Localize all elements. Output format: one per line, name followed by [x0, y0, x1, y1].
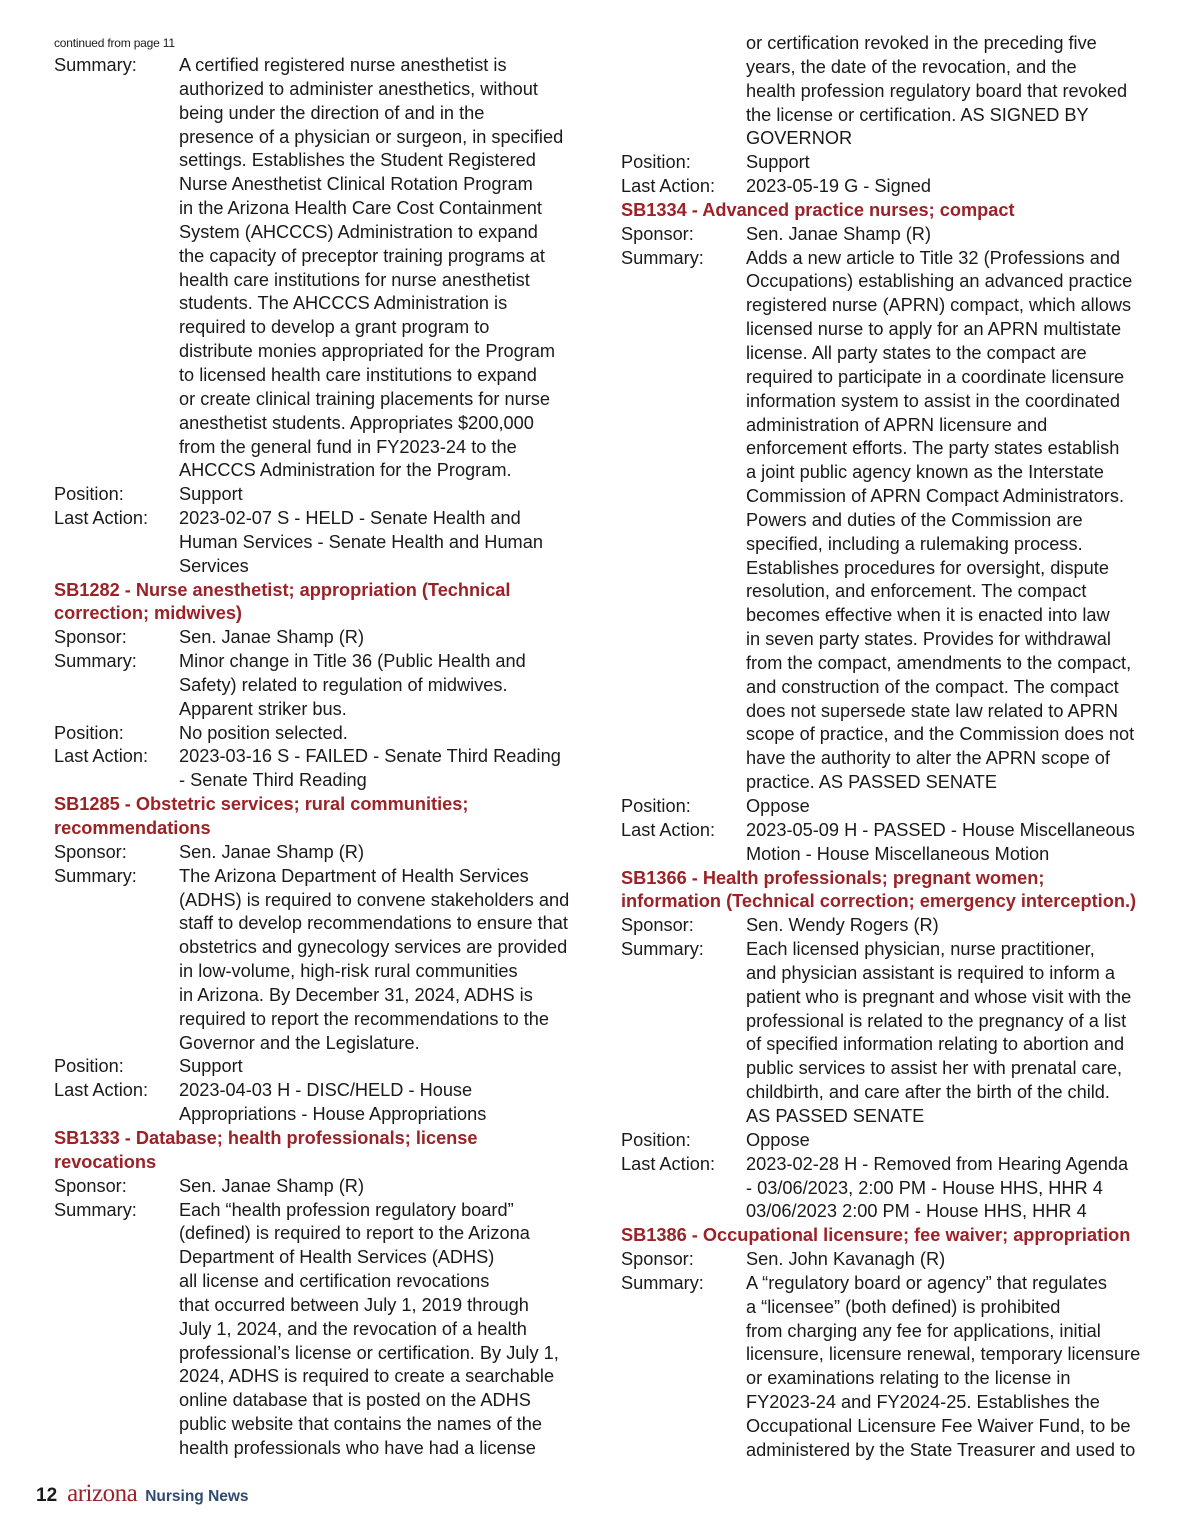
text-line: Adds a new article to Title 32 (Professions and	[746, 247, 1121, 268]
sponsor-label: Sponsor:	[621, 1249, 694, 1270]
text-line: and physician assistant is required to inform a	[746, 962, 1115, 983]
text-line: Services	[179, 555, 249, 576]
summary-row	[621, 938, 1169, 1129]
text-line: or create clinical training placements for nurse	[179, 388, 550, 409]
summary-label: Summary:	[54, 865, 137, 886]
text-line: A certified registered nurse anesthetist is	[179, 55, 507, 75]
text-line: specified, including a rulemaking process.	[746, 533, 1083, 554]
position-label: Position:	[54, 484, 124, 505]
summary-label: Summary:	[621, 1272, 704, 1293]
text-line: correction; midwives)	[54, 603, 242, 624]
text-line: information system to assist in the coordinated	[746, 390, 1121, 411]
sponsor-row	[54, 626, 600, 650]
position-row	[54, 1055, 600, 1079]
text-line: Motion - House Miscellaneous Motion	[746, 843, 1050, 864]
text-line: to licensed health care institutions to expand	[179, 364, 537, 385]
bill-title	[621, 199, 1169, 223]
page-footer	[36, 1480, 249, 1508]
summary-row	[54, 650, 600, 722]
bill-entry-sb1334	[621, 199, 1169, 867]
position-label: Position:	[621, 152, 691, 173]
text-line: Safety) related to regulation of midwives.	[179, 674, 508, 695]
page-number: 12	[36, 1485, 58, 1506]
text-line: SB1334 - Advanced practice nurses; compact	[621, 199, 1015, 220]
position-value: Oppose	[746, 1129, 810, 1150]
text-line: the license or certification. AS SIGNED BY	[746, 104, 1089, 125]
text-line: license. All party states to the compact are	[746, 342, 1087, 363]
text-line: 2024, ADHS is required to create a searchable	[179, 1366, 555, 1387]
sponsor-label: Sponsor:	[621, 223, 694, 244]
last-action-text	[746, 1153, 1169, 1225]
last-action-label: Last Action:	[621, 176, 716, 197]
last-action-text	[179, 507, 600, 579]
summary-text	[179, 865, 600, 1056]
position-row	[621, 795, 1169, 819]
sponsor-row	[54, 841, 600, 865]
bill-entry-sb1386	[621, 1224, 1169, 1462]
text-line: or examinations relating to the license in	[746, 1368, 1071, 1389]
text-line: a “licensee” (both defined) is prohibited	[746, 1296, 1061, 1317]
text-line: enforcement efforts. The party states establish	[746, 438, 1120, 459]
summary-label: Summary:	[54, 55, 137, 75]
summary-row	[54, 54, 600, 483]
sponsor-value: Sen. Wendy Rogers (R)	[746, 915, 939, 936]
text-line: required to report the recommendations to the	[179, 1008, 550, 1029]
text-line: SB1285 - Obstetric services; rural communities;	[54, 794, 469, 815]
last-action-label: Last Action:	[54, 508, 149, 529]
text-line: distribute monies appropriated for the Program	[179, 341, 556, 362]
summary-text	[746, 247, 1169, 795]
text-line: authorized to administer anesthetics, without	[179, 78, 538, 99]
text-line: - 03/06/2023, 2:00 PM - House HHS, HHR 4	[746, 1177, 1103, 1198]
text-line: 2023-05-09 H - PASSED - House Miscellaneous	[746, 819, 1135, 840]
text-line: information (Technical correction; emergency interception.)	[621, 891, 1137, 912]
summary-text	[746, 1272, 1169, 1463]
position-value: Support	[179, 1056, 243, 1077]
last-action-label: Last Action:	[621, 819, 716, 840]
text-line: Powers and duties of the Commission are	[746, 509, 1083, 530]
sponsor-value: Sen. Janae Shamp (R)	[746, 223, 932, 244]
text-line: (defined) is required to report to the Arizona	[179, 1223, 530, 1244]
last-action-label: Last Action:	[621, 1153, 716, 1174]
sponsor-row	[621, 914, 1169, 938]
sponsor-label: Sponsor:	[54, 627, 127, 648]
text-line: Department of Health Services (ADHS)	[179, 1247, 495, 1268]
text-line: staff to develop recommendations to ensure that	[179, 913, 568, 934]
text-line: revocations	[54, 1151, 157, 1172]
text-line: the capacity of preceptor training programs at	[179, 245, 545, 266]
text-line: AHCCCS Administration for the Program.	[179, 460, 512, 481]
summary-label: Summary:	[54, 1199, 137, 1220]
position-value: Support	[746, 152, 810, 173]
position-label: Position:	[54, 1056, 124, 1077]
position-row	[54, 483, 600, 507]
last-action-text	[179, 1079, 600, 1127]
summary-text	[179, 650, 600, 722]
summary-text	[746, 32, 1169, 151]
sponsor-row	[621, 223, 1169, 247]
text-line: obstetrics and gynecology services are provided	[179, 937, 568, 958]
text-line: Establishes procedures for oversight, dispute	[746, 557, 1109, 578]
bill-entry-sb1282	[54, 579, 600, 794]
sponsor-label: Sponsor:	[621, 915, 694, 936]
text-line: required to participate in a coordinate licensure	[746, 366, 1125, 387]
text-line: July 1, 2024, and the revocation of a health	[179, 1318, 527, 1339]
text-line: 2023-05-19 G - Signed	[746, 176, 932, 197]
summary-row	[621, 247, 1169, 795]
text-line: licensed nurse to apply for an APRN multistate	[746, 319, 1122, 340]
brand-logo-text: arizona	[67, 1480, 138, 1507]
position-row	[54, 722, 600, 746]
text-line: and construction of the compact. The compact	[746, 676, 1119, 697]
text-line: Commission of APRN Compact Administrators.	[746, 486, 1125, 507]
position-value: Support	[179, 484, 243, 505]
text-line: System (AHCCCS) Administration to expand	[179, 221, 538, 242]
text-line: 03/06/2023 2:00 PM - House HHS, HHR 4	[746, 1201, 1087, 1222]
text-line: GOVERNOR	[746, 128, 853, 149]
text-line: health profession regulatory board that revoked	[746, 80, 1128, 101]
bill-entry-sb1285	[54, 793, 600, 1127]
bill-title	[54, 793, 600, 841]
summary-row	[54, 1199, 600, 1461]
summary-text	[179, 54, 600, 483]
text-line: a joint public agency known as the Interstate	[746, 462, 1104, 483]
text-line: professional’s license or certification. By July 1,	[179, 1342, 559, 1363]
text-line: 2023-02-07 S - HELD - Senate Health and	[179, 508, 521, 529]
bill-title	[54, 579, 600, 627]
text-line: administration of APRN licensure and	[746, 414, 1048, 435]
position-label: Position:	[54, 722, 124, 743]
sponsor-row	[621, 1248, 1169, 1272]
text-line: public services to assist her with prenatal care,	[746, 1058, 1123, 1079]
text-line: SB1333 - Database; health professionals; license	[54, 1127, 478, 1148]
text-line: online database that is posted on the ADHS	[179, 1390, 531, 1411]
sponsor-value: Sen. Janae Shamp (R)	[179, 841, 365, 862]
last-action-text	[746, 819, 1169, 867]
text-line: FY2023-24 and FY2024-25. Establishes the	[746, 1392, 1100, 1413]
position-label: Position:	[621, 796, 691, 816]
position-label: Position:	[621, 1129, 691, 1150]
summary-label: Summary:	[621, 939, 704, 960]
text-line: in the Arizona Health Care Cost Containment	[179, 198, 542, 219]
text-line: patient who is pregnant and whose visit with the	[746, 986, 1132, 1007]
summary-label: Summary:	[54, 651, 137, 672]
text-line: The Arizona Department of Health Services	[179, 865, 529, 886]
text-line: from the compact, amendments to the compact,	[746, 652, 1132, 673]
summary-row	[54, 865, 600, 1056]
text-line: administered by the State Treasurer and used to	[746, 1439, 1136, 1460]
text-line: being under the direction of and in the	[179, 102, 485, 123]
right-column	[621, 32, 1169, 1463]
continued-note: continued from page 11	[54, 36, 175, 50]
sponsor-value: Sen. John Kavanagh (R)	[746, 1249, 946, 1270]
text-line: SB1282 - Nurse anesthetist; appropriation (Technical	[54, 579, 511, 600]
text-line: settings. Establishes the Student Registered	[179, 150, 536, 171]
text-line: Nurse Anesthetist Clinical Rotation Program	[179, 174, 533, 195]
bill-entry-sb1366	[621, 867, 1169, 1225]
text-line: SB1386 - Occupational licensure; fee waiver; appropriation	[621, 1225, 1131, 1246]
last-action-row	[621, 819, 1169, 867]
text-line: AS PASSED SENATE	[746, 1105, 925, 1126]
last-action-text	[179, 745, 600, 793]
sponsor-label: Sponsor:	[54, 1175, 127, 1196]
bill-entry-sb1333	[54, 1127, 600, 1461]
text-line: does not supersede state law related to APRN	[746, 700, 1119, 721]
bill-entry-continued	[54, 54, 600, 579]
summary-spacer	[621, 32, 746, 151]
text-line: SB1366 - Health professionals; pregnant women;	[621, 867, 1045, 888]
position-row	[621, 151, 1169, 175]
text-line: childbirth, and care after the birth of the child.	[746, 1082, 1110, 1103]
text-line: in Arizona. By December 31, 2024, ADHS is	[179, 984, 533, 1005]
last-action-text	[746, 175, 1169, 199]
text-line: anesthetist students. Appropriates $200,000	[179, 412, 534, 433]
text-line: Each licensed physician, nurse practitioner,	[746, 939, 1095, 960]
text-line: professional is related to the pregnancy of a list	[746, 1010, 1127, 1031]
last-action-row	[54, 745, 600, 793]
text-line: registered nurse (APRN) compact, which allows	[746, 295, 1132, 316]
text-line: presence of a physician or surgeon, in specified	[179, 126, 564, 147]
text-line: that occurred between July 1, 2019 through	[179, 1294, 529, 1315]
text-line: from the general fund in FY2023-24 to the	[179, 436, 517, 457]
text-line: students. The AHCCCS Administration is	[179, 293, 508, 314]
summary-text	[179, 1199, 600, 1461]
text-line: licensure, licensure renewal, temporary licensure	[746, 1344, 1141, 1365]
text-line: resolution, and enforcement. The compact	[746, 581, 1087, 602]
sponsor-row	[54, 1175, 600, 1199]
bill-title	[621, 867, 1169, 915]
text-line: - Senate Third Reading	[179, 770, 367, 791]
position-value: Oppose	[746, 796, 810, 816]
text-line: years, the date of the revocation, and the	[746, 56, 1077, 77]
text-line: in low-volume, high-risk rural communities	[179, 961, 518, 982]
position-row	[621, 1129, 1169, 1153]
publication-name: Nursing News	[145, 1488, 249, 1505]
text-line: scope of practice, and the Commission does not	[746, 724, 1135, 745]
last-action-row	[54, 507, 600, 579]
text-line: A “regulatory board or agency” that regulates	[746, 1272, 1107, 1293]
summary-text	[746, 938, 1169, 1129]
bill-title	[621, 1224, 1169, 1248]
left-column	[54, 32, 600, 1461]
text-line: required to develop a grant program to	[179, 317, 490, 338]
text-line: all license and certification revocations	[179, 1271, 490, 1292]
position-value: No position selected.	[179, 722, 348, 743]
summary-continued-row	[621, 32, 1169, 151]
text-line: Governor and the Legislature.	[179, 1032, 420, 1053]
sponsor-value: Sen. Janae Shamp (R)	[179, 627, 365, 648]
text-line: or certification revoked in the preceding five	[746, 33, 1097, 53]
bill-title	[54, 1127, 600, 1175]
text-line: Each “health profession regulatory board”	[179, 1199, 514, 1220]
text-line: of specified information relating to abortion and	[746, 1034, 1125, 1055]
text-line: recommendations	[54, 818, 211, 838]
bill-entry-sb1333-continued	[621, 32, 1169, 199]
text-line: Appropriations - House Appropriations	[179, 1104, 487, 1125]
text-line: public website that contains the names of the	[179, 1414, 542, 1435]
text-line: from charging any fee for applications, initial	[746, 1320, 1101, 1341]
text-line: (ADHS) is required to convene stakeholders and	[179, 889, 570, 910]
last-action-row	[54, 1079, 600, 1127]
text-line: 2023-03-16 S - FAILED - Senate Third Reading	[179, 746, 561, 767]
sponsor-label: Sponsor:	[54, 841, 127, 862]
text-line: Apparent striker bus.	[179, 698, 347, 719]
text-line: Minor change in Title 36 (Public Health and	[179, 651, 526, 672]
text-line: becomes effective when it is enacted into law	[746, 605, 1110, 626]
summary-label: Summary:	[621, 247, 704, 268]
text-line: have the authority to alter the APRN scope of	[746, 748, 1110, 769]
text-line: 2023-02-28 H - Removed from Hearing Agenda	[746, 1153, 1129, 1174]
summary-row	[621, 1272, 1169, 1463]
text-line: Occupational Licensure Fee Waiver Fund, to be	[746, 1415, 1131, 1436]
text-line: health professionals who have had a license	[179, 1437, 536, 1458]
text-line: 2023-04-03 H - DISC/HELD - House	[179, 1080, 473, 1101]
text-line: in seven party states. Provides for withdrawal	[746, 629, 1111, 650]
last-action-row	[621, 175, 1169, 199]
text-line: practice. AS PASSED SENATE	[746, 772, 998, 793]
last-action-label: Last Action:	[54, 746, 149, 767]
last-action-label: Last Action:	[54, 1080, 149, 1101]
text-line: Occupations) establishing an advanced practice	[746, 271, 1133, 292]
text-line: health care institutions for nurse anesthetist	[179, 269, 530, 290]
last-action-row	[621, 1153, 1169, 1225]
sponsor-value: Sen. Janae Shamp (R)	[179, 1175, 365, 1196]
text-line: Human Services - Senate Health and Human	[179, 531, 543, 552]
